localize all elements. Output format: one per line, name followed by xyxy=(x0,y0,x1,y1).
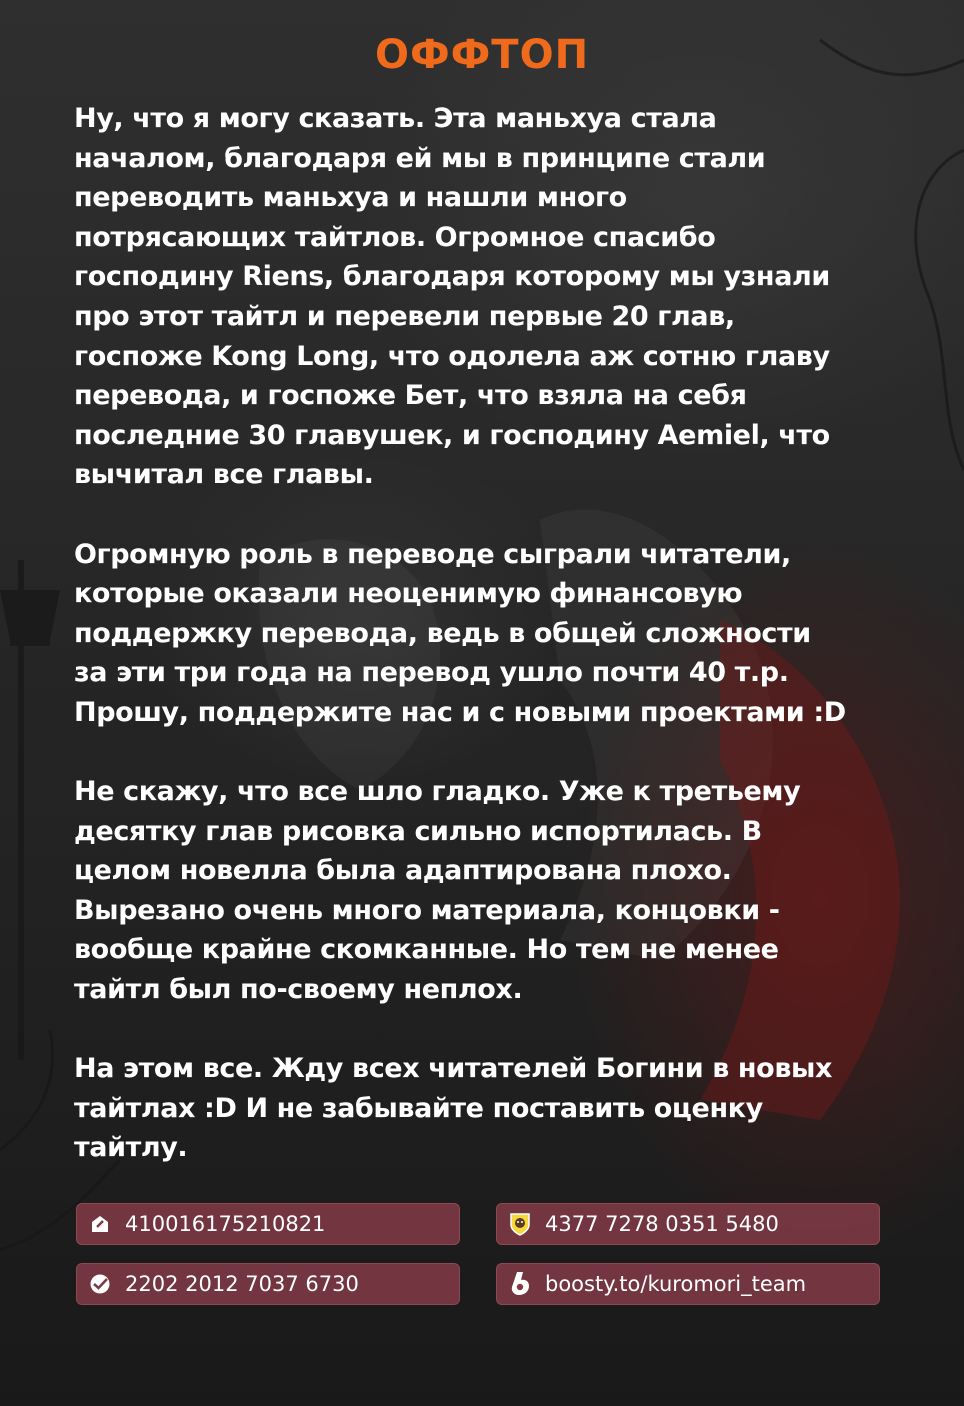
page-title: ОФФТОП xyxy=(374,32,590,78)
paragraph-closing: На этом все. Жду всех читателей Богини в новых тайтлах :D И не забывайте поставить оценку тайтлу. xyxy=(74,1053,833,1164)
yoomoney-wallet-button[interactable] xyxy=(76,1203,460,1245)
paragraph-readers-support: Огромную роль в переводе сыграли читатели, которые оказали неоценимую финансовую поддержку перевода, ведь в общей сложности за эти три года на перевод ушло почти 40 т.р. Прошу, поддержите нас и с новыми проектами :D xyxy=(74,538,846,728)
paragraph-quality-notes: Не скажу, что все шло гладко. Уже к третьему десятку глав рисовка сильно испортилась. В целом новелла была адаптирована плохо. Вырезано очень много материала, концовки - вообще крайне скомканные. Но тем не менее тайтл был по-своему неплох. xyxy=(74,776,801,1006)
sberbank-card-button[interactable] xyxy=(76,1263,460,1305)
boosty-link-button[interactable] xyxy=(496,1263,880,1305)
tinkoff-card-button[interactable] xyxy=(496,1203,880,1245)
tinkoff-bank-icon xyxy=(507,1211,533,1237)
boosty-url: boosty.to/kuromori_team xyxy=(545,1272,807,1296)
paragraph-thanks: Ну, что я могу сказать. Эта маньхуа стала началом, благодаря ей мы в принципе стали переводить маньхуа и нашли много потрясающих тайтлов. Огромное спасибо господину Riens, благодаря которому мы узнали про этот тайтл и перевели первые 20 глав, госпоже Kong Long, что одолела аж сотню главу перевода, и госпоже Бет, что взяла на себя последние 30 главушек, и господину Aemiel, что вычитал все главы. xyxy=(74,103,830,491)
message-body xyxy=(74,99,934,1208)
yoomoney-wallet-icon xyxy=(87,1211,113,1237)
boosty-icon xyxy=(507,1271,533,1297)
yoomoney-wallet-number: 410016175210821 xyxy=(125,1212,326,1236)
sberbank-icon xyxy=(87,1271,113,1297)
tinkoff-card-number: 4377 7278 0351 5480 xyxy=(545,1212,779,1236)
sberbank-card-number: 2202 2012 7037 6730 xyxy=(125,1272,359,1296)
